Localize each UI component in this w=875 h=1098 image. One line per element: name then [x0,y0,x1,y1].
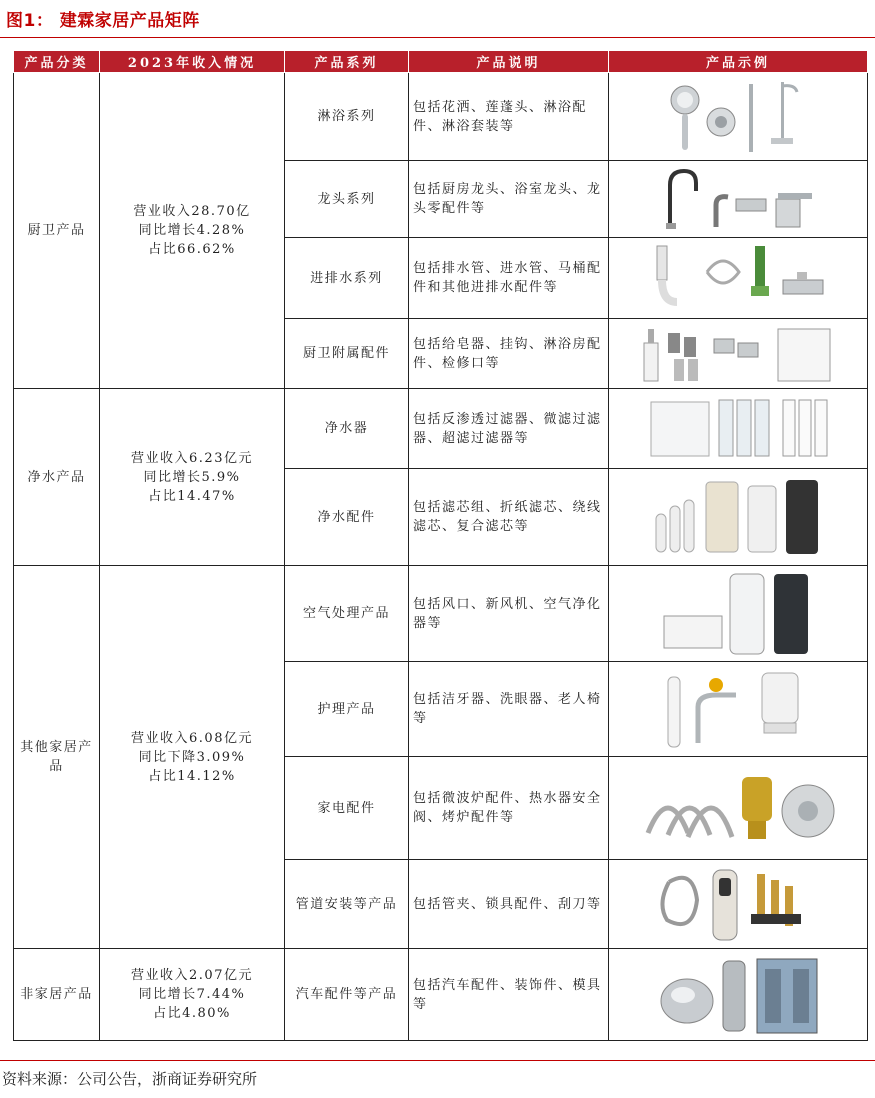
header-revenue: 2023年收入情况 [100,51,285,73]
series-cell: 护理产品 [285,662,409,757]
table-row [14,389,868,469]
series-cell: 汽车配件等产品 [285,949,409,1041]
example-cell [609,949,868,1041]
revenue-line: 同比增长4.28% [138,223,246,238]
description-cell: 包括风口、新风机、空气净化器等 [409,566,609,662]
example-cell [609,469,868,566]
care-product-icon [613,667,863,751]
revenue-line: 营业收入6.08亿元 [131,730,253,746]
table-row [14,73,868,161]
series-cell: 净水器 [285,389,409,469]
example-cell [609,319,868,389]
category-cell: 非家居产品 [14,949,100,1041]
description-cell: 包括厨房龙头、浴室龙头、龙头零配件等 [409,161,609,238]
example-cell [609,566,868,662]
appliance-part-icon [613,763,863,853]
filter-cartridge-icon [613,474,863,560]
example-cell [609,860,868,949]
description-cell: 包括管夹、锁具配件、刮刀等 [409,860,609,949]
description-cell: 包括汽车配件、装饰件、模具等 [409,949,609,1041]
category-cell: 其他家居产品 [14,566,100,949]
revenue-line: 营业收入6.23亿元 [131,450,253,466]
description-cell: 包括洁牙器、洗眼器、老人椅等 [409,662,609,757]
example-cell [609,662,868,757]
pipe-icon [613,242,863,314]
category-cell: 净水产品 [14,389,100,566]
header-category: 产品分类 [14,51,100,73]
example-cell [609,757,868,860]
revenue-line: 占比14.12% [148,768,236,784]
bottom-rule [0,1060,875,1061]
accessory-icon [613,323,863,385]
pipe-clamp-icon [613,864,863,944]
product-matrix-table [13,50,868,1041]
series-cell: 厨卫附属配件 [285,319,409,389]
example-cell [609,389,868,469]
series-cell: 净水配件 [285,469,409,566]
description-cell: 包括排水管、进水管、马桶配件和其他进排水配件等 [409,238,609,319]
revenue-cell [100,949,285,1041]
revenue-line: 占比14.47% [148,488,236,504]
auto-part-icon [613,953,863,1037]
revenue-line: 同比增长5.9% [143,469,241,485]
revenue-line: 营业收入2.07亿元 [131,968,253,983]
revenue-cell [100,566,285,949]
description-cell: 包括花洒、莲蓬头、淋浴配件、淋浴套装等 [409,73,609,161]
revenue-line: 占比66.62% [148,242,236,257]
figure-title: 图1： 建霖家居产品矩阵 [6,11,200,31]
revenue-cell [100,389,285,566]
series-cell: 空气处理产品 [285,566,409,662]
header-description: 产品说明 [409,51,609,73]
example-cell [609,238,868,319]
table-row [14,949,868,1041]
revenue-line: 同比增长7.44% [138,987,246,1002]
header-series: 产品系列 [285,51,409,73]
header-row [14,51,868,73]
revenue-line: 占比4.80% [153,1006,231,1021]
series-cell: 进排水系列 [285,238,409,319]
faucet-icon [613,165,863,233]
category-cell: 厨卫产品 [14,73,100,389]
revenue-line: 营业收入28.70亿 [133,204,251,219]
series-cell: 淋浴系列 [285,73,409,161]
table-row [14,566,868,662]
water-purifier-icon [613,394,863,464]
description-cell: 包括微波炉配件、热水器安全阀、烤炉配件等 [409,757,609,860]
revenue-line: 同比下降3.09% [138,749,246,765]
series-cell: 龙头系列 [285,161,409,238]
series-cell: 管道安装等产品 [285,860,409,949]
top-rule [0,37,875,38]
header-example: 产品示例 [609,51,868,73]
description-cell: 包括滤芯组、折纸滤芯、绕线滤芯、复合滤芯等 [409,469,609,566]
series-cell: 家电配件 [285,757,409,860]
example-cell [609,73,868,161]
revenue-cell [100,73,285,389]
air-purifier-icon [613,570,863,658]
description-cell: 包括给皂器、挂钩、淋浴房配件、检修口等 [409,319,609,389]
source-note: 资料来源：公司公告，浙商证券研究所 [2,1070,258,1088]
description-cell: 包括反渗透过滤器、微滤过滤器、超滤过滤器等 [409,389,609,469]
shower-icon [613,78,863,156]
example-cell [609,161,868,238]
